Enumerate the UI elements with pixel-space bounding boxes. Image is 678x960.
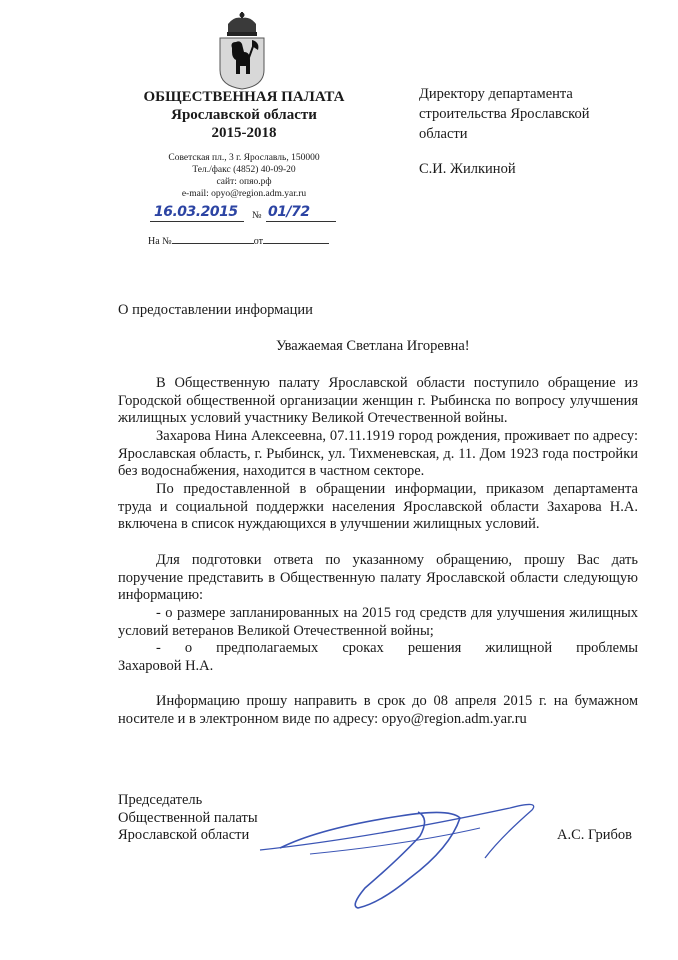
signer-name: А.С. Грибов (557, 827, 632, 843)
org-email: e-mail: opyo@region.adm.yar.ru (181, 189, 307, 199)
ref-prefix: На № (148, 236, 172, 247)
signer-position-line1: Председатель (118, 792, 203, 808)
ref-number-blank (172, 233, 254, 244)
outgoing-number: 01/72 (268, 204, 310, 220)
org-address: Советская пл., 3 г. Ярославль, 150000 (168, 153, 320, 163)
signer-position-line2: Общественной палаты (118, 809, 258, 826)
reference-line (148, 233, 348, 247)
signer-position-line3: Ярославской области (118, 827, 250, 844)
addressee-line1: Директору департамента (419, 86, 573, 102)
number-underline (266, 221, 336, 222)
date-underline (150, 221, 244, 222)
body-paragraph-6-line1: - о предполагаемых сроках решения жилищной проблемы (156, 640, 638, 656)
body-paragraph-2: Захарова Нина Алексеевна, 07.11.1919 город рождения, проживает по адресу: Ярославская область, г. Рыбинск, ул. Тихменевская, д. 11. Дом 1923 года постройки без водоснабжения, находится в частном секторе. (118, 428, 638, 480)
body-paragraph-7: Информацию прошу направить в срок до 08 апреля 2015 г. на бумажном носителе и в электронном виде по адресу: opyo@region.adm.yar.ru (118, 693, 638, 727)
letter-subject: О предоставлении информации (118, 302, 313, 318)
body-paragraph-5: - о размере запланированных на 2015 год средств для улучшения жилищных условий ветеранов Великой Отечественной войны; (118, 605, 638, 639)
body-paragraph-1: В Общественную палату Ярославской области поступило обращение из Городской общественной организации женщин г. Рыбинска по вопросу улучшения жилищных условий участнику Великой Отечественной войны. (118, 375, 638, 427)
org-name-line1: ОБЩЕСТВЕННАЯ ПАЛАТА (143, 89, 345, 105)
body-paragraph-3: По предоставленной в обращении информации, приказом департамента труда и социальной поддержки населения Ярославской области Захарова Н.А. включена в список нуждающихся в улучшении жилищных условий. (118, 481, 638, 533)
letter-greeting: Уважаемая Светлана Игоревна! (276, 338, 470, 354)
coat-of-arms-emblem (216, 12, 268, 90)
org-phone: Тел./факс (4852) 40-09-20 (192, 165, 296, 175)
body-paragraph-6-line2: Захаровой Н.А. (118, 658, 214, 674)
ref-from: от (253, 236, 263, 247)
org-site: сайт: опяо.рф (216, 177, 272, 187)
signature-block (118, 792, 258, 845)
number-sign: № (252, 210, 262, 221)
org-name-line2: Ярославской области (171, 107, 317, 123)
org-years: 2015-2018 (211, 125, 277, 141)
handwritten-signature (250, 778, 560, 918)
addressee-line2: строительства Ярославской (419, 106, 590, 122)
addressee-name: С.И. Жилкиной (419, 161, 516, 177)
outgoing-date: 16.03.2015 (154, 204, 238, 220)
body-paragraph-4: Для подготовки ответа по указанному обращению, прошу Вас дать поручение представить в Общественную палату Ярославской области следующую информацию: (118, 552, 638, 604)
addressee-line3: области (419, 126, 468, 142)
outgoing-registration (150, 204, 350, 224)
ref-date-blank (263, 233, 329, 244)
